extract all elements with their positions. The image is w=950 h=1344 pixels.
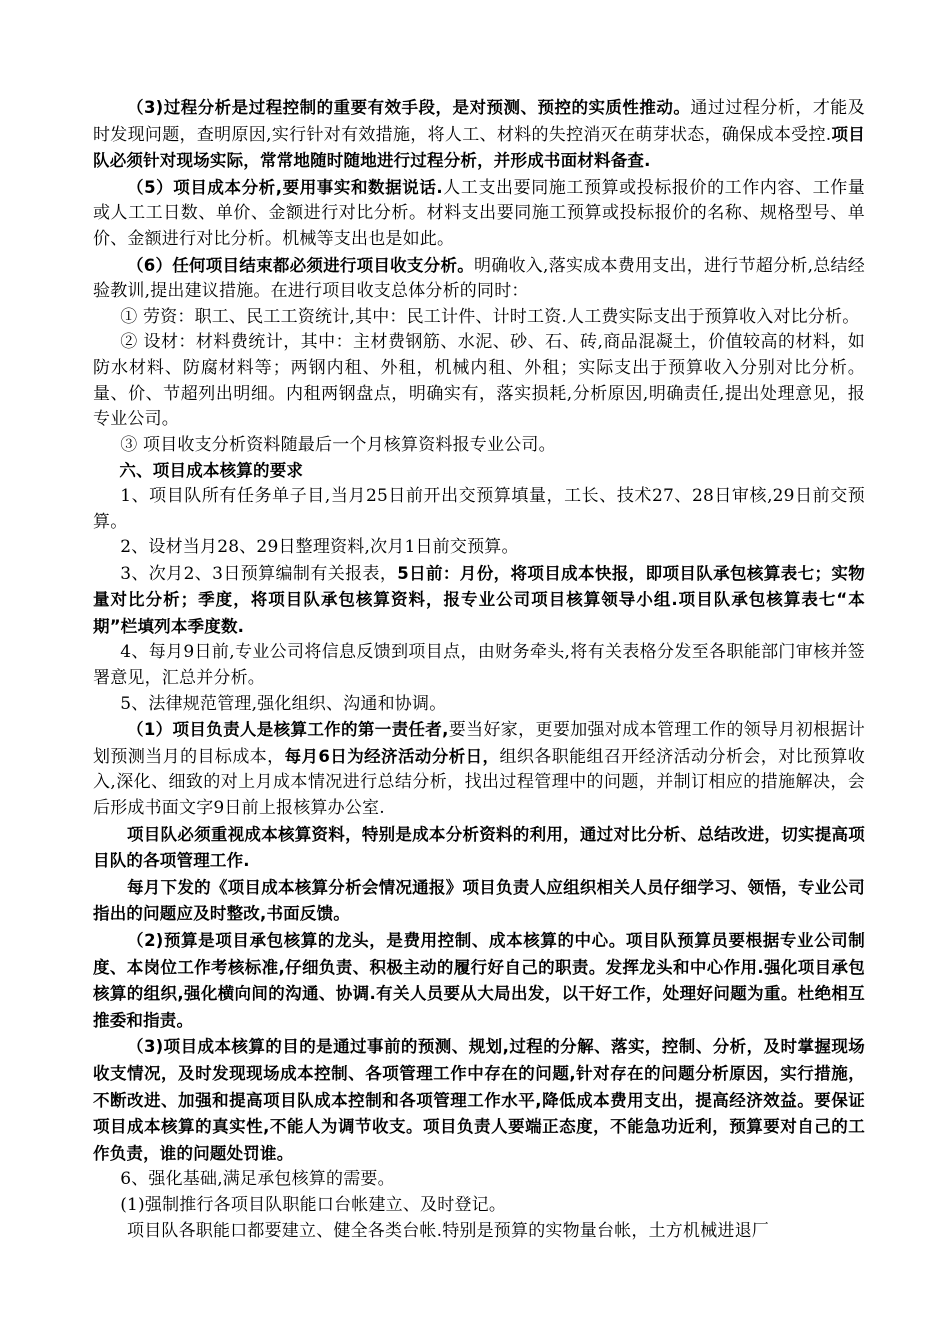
paragraph-req-2: 2、设材当月28、29日整理资料,次月1日前交预算。: [120, 537, 519, 558]
paragraph-budget-role: （2)预算是项目承包核算的龙头，是费用控制、成本核算的中心。项目队预算员要根据专业公司制度、本岗位工作考核标准,仔细负责、积极主动的履行好自己的职责。发挥龙头和中心作用.强化项目承包核算的组织,强化横向间的沟通、协调.有关人员要从大局出发，以干好工作，处理好问题为重。杜绝相互推委和指责。: [93, 931, 865, 1030]
document-page: [93, 95, 865, 1244]
paragraph-req-3: 3、次月2、3日预算编制有关报表，5日前：月份，将项目成本快报，即项目队承包核算表七；实物量对比分析；季度，将项目队承包核算资料，报专业公司项目核算领导小组.项目队承包核算表七“本期”栏填列本季度数.: [93, 563, 865, 636]
paragraph-manager-responsibility: （1）项目负责人是核算工作的第一责任者,要当好家，更要加强对成本管理工作的领导月初根据计划预测当月的目标成本，每月6日为经济活动分析日，组织各职能组召开经济活动分析会，对比预算收入,深化、细致的对上月成本情况进行总结分析，找出过程管理中的问题，并制订相应的措施解决，会后形成书面文字9日前上报核算办公室.: [93, 720, 865, 819]
section-heading-requirements: 六、项目成本核算的要求: [119, 461, 304, 481]
paragraph-core-purpose: （3)项目成本核算的目的是通过事前的预测、规划,过程的分解、落实，控制、分析，及时掌握现场收支情况，及时发现现场成本控制、各项管理工作中存在的问题,针对存在的问题分析原因，实行措施，不断改进、加强和提高项目队成本控制和各项管理工作水平,降低成本费用支出，提高经济效益。要保证项目成本核算的真实性,不能人为调节收支。项目负责人要端正态度，不能急功近利，预算要对自己的工作负责，谁的问题处罚谁。: [93, 1037, 865, 1163]
paragraph-project-end-analysis: （6）任何项目结束都必须进行项目收支分析。明确收入,落实成本费用支出，进行节超分析,总结经验教训,提出建议措施。在进行项目收支总体分析的同时：: [93, 255, 866, 302]
paragraph-req-6: 6、强化基础,满足承包核算的需要。: [120, 1169, 395, 1190]
paragraph-req-1: 1、项目队所有任务单子目,当月25日前开出交预算填量，工长、技术27、28日审核,29日前交预算。: [93, 485, 865, 532]
paragraph-monthly-bulletin: 每月下发的《项目成本核算分析会情况通报》项目负责人应组织相关人员仔细学习、领悟，专业公司指出的问题应及时整改,书面反馈。: [93, 877, 865, 924]
paragraph-report: ③ 项目收支分析资料随最后一个月核算资料报专业公司。: [120, 434, 556, 455]
paragraph-cost-analysis: （5）项目成本分析,要用事实和数据说话.人工支出要同施工预算或投标报价的工作内容、工作量或人工工日数、单价、金额进行对比分析。材料支出要同施工预算或投标报价的名称、规格型号、单价、金额进行对比分析。机械等支出也是如此。: [93, 177, 865, 249]
paragraph-ledger: (1)强制推行各项目队职能口台帐建立、及时登记。: [120, 1194, 507, 1215]
paragraph-data-usage: 项目队必须重视成本核算资料，特别是成本分析资料的利用，通过对比分析、总结改进，切实提高项目队的各项管理工作.: [93, 824, 865, 871]
paragraph-req-5: 5、法律规范管理,强化组织、沟通和协调。: [120, 693, 447, 714]
paragraph-labor: ① 劳资：职工、民工工资统计,其中：民工计件、计时工资.人工费实际支出于预算收入对比分析。: [120, 306, 860, 327]
paragraph-ledger-detail: 项目队各职能口都要建立、健全各类台帐.特别是预算的实物量台帐，土方机械进退厂: [127, 1220, 770, 1241]
paragraph-materials: ② 设材：材料费统计，其中：主材费钢筋、水泥、砂、石、砖,商品混凝土，价值较高的材料，如防水材料、防腐材料等；两钢内租、外租，机械内租、外租；实际支出于预算收入分别对比分析。量、价、节超列出明细。内租两钢盘点，明确实有，落实损耗,分析原因,明确责任,提出处理意见，报专业公司。: [93, 332, 865, 430]
paragraph-req-4: 4、每月9日前,专业公司将信息反馈到项目点，由财务牵头,将有关表格分发至各职能部门审核并签署意见，汇总并分析。: [93, 642, 865, 689]
paragraph-process-analysis: （3)过程分析是过程控制的重要有效手段，是对预测、预控的实质性推动。通过过程分析，才能及时发现问题，查明原因,实行针对有效措施，将人工、材料的失控消灭在萌芽状态，确保成本受控.项目队必须针对现场实际，常常地随时随地进行过程分析，并形成书面材料备查.: [93, 98, 865, 171]
